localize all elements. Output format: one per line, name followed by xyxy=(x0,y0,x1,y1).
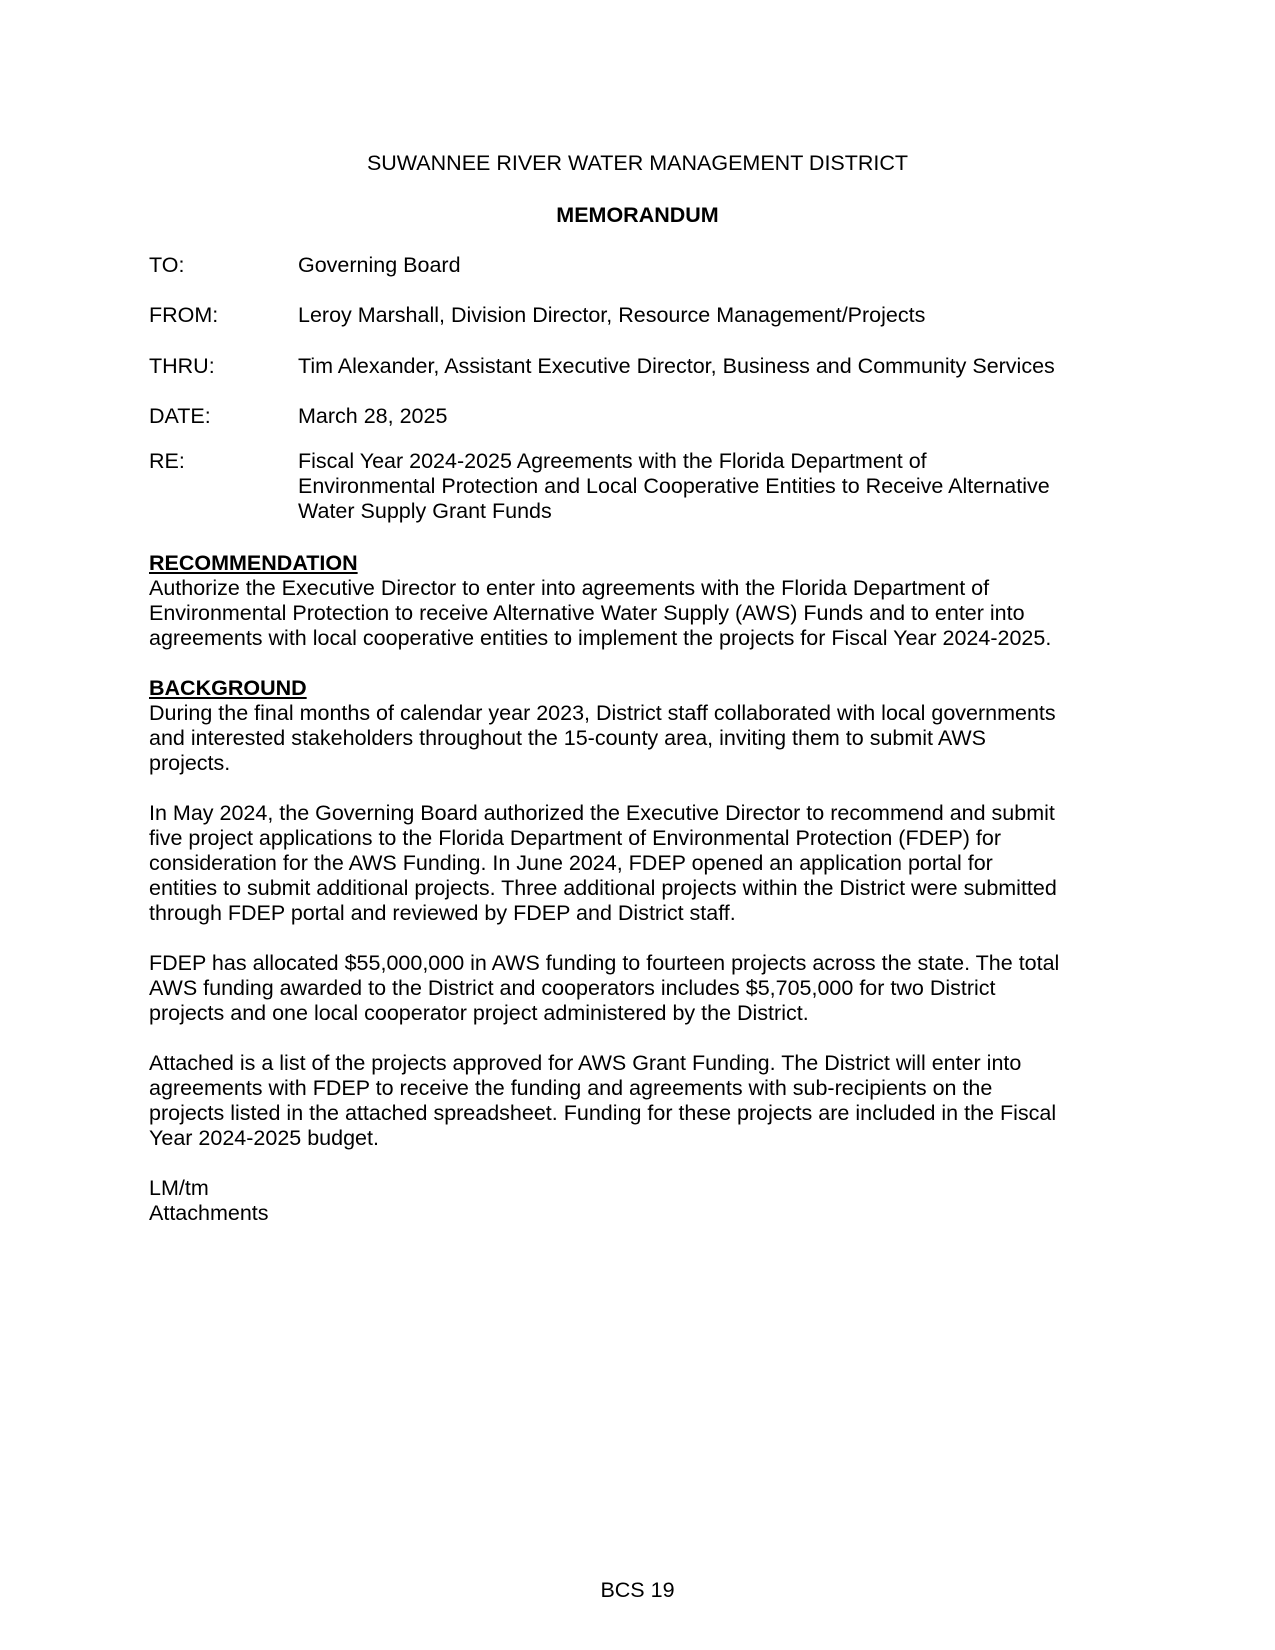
from-value: Leroy Marshall, Division Director, Resource Management/Projects xyxy=(298,303,926,327)
paragraph-line: and interested stakeholders throughout the 15-county area, inviting them to submit AWS xyxy=(149,726,986,750)
attachments-note: Attachments xyxy=(149,1201,269,1225)
background-paragraph-4 xyxy=(149,1051,1139,1151)
page-number: BCS 19 xyxy=(600,1578,675,1602)
paragraph-line: During the final months of calendar year 2023, District staff collaborated with local governments xyxy=(149,701,1056,725)
background-paragraph-3 xyxy=(149,951,1139,1026)
paragraph-line: consideration for the AWS Funding. In June 2024, FDEP opened an application portal for xyxy=(149,851,993,875)
re-line: Environmental Protection and Local Cooperative Entities to Receive Alternative xyxy=(298,474,1050,498)
from-label: FROM: xyxy=(149,303,219,327)
paragraph-line: agreements with FDEP to receive the funding and agreements with sub-recipients on the xyxy=(149,1076,993,1100)
recommendation-line: Authorize the Executive Director to enter into agreements with the Florida Department of xyxy=(149,576,990,600)
recommendation-section xyxy=(149,551,1139,651)
thru-label: THRU: xyxy=(149,354,215,378)
to-label: TO: xyxy=(149,253,185,277)
re-label: RE: xyxy=(149,449,185,473)
thru-value: Tim Alexander, Assistant Executive Director, Business and Community Services xyxy=(298,354,1055,378)
paragraph-line: Attached is a list of the projects approved for AWS Grant Funding. The District will enter into xyxy=(149,1051,1022,1075)
date-value: March 28, 2025 xyxy=(298,404,448,428)
organization-name: SUWANNEE RIVER WATER MANAGEMENT DISTRICT xyxy=(366,151,909,175)
background-paragraph-2 xyxy=(149,801,1139,926)
paragraph-line: AWS funding awarded to the District and cooperators includes $5,705,000 for two District xyxy=(149,976,996,1000)
recommendation-line: agreements with local cooperative entities to implement the projects for Fiscal Year 2024-2025. xyxy=(149,626,1052,650)
re-line: Fiscal Year 2024-2025 Agreements with the Florida Department of xyxy=(298,449,927,473)
recommendation-line: Environmental Protection to receive Alternative Water Supply (AWS) Funds and to enter into xyxy=(149,601,1025,625)
date-label: DATE: xyxy=(149,404,211,428)
recommendation-heading: RECOMMENDATION xyxy=(149,551,358,575)
paragraph-line: five project applications to the Florida Department of Environmental Protection (FDEP) for xyxy=(149,826,1002,850)
background-heading: BACKGROUND xyxy=(149,676,307,700)
paragraph-line: through FDEP portal and reviewed by FDEP and District staff. xyxy=(149,901,736,925)
paragraph-line: entities to submit additional projects. Three additional projects within the District were submitted xyxy=(149,876,1057,900)
paragraph-line: projects and one local cooperator project administered by the District. xyxy=(149,1001,809,1025)
paragraph-line: In May 2024, the Governing Board authorized the Executive Director to recommend and submit xyxy=(149,801,1055,825)
closing-block xyxy=(149,1176,1139,1226)
re-line: Water Supply Grant Funds xyxy=(298,499,552,523)
paragraph-line: projects. xyxy=(149,751,231,775)
paragraph-line: projects listed in the attached spreadsheet. Funding for these projects are included in the Fiscal xyxy=(149,1101,1057,1125)
memo-title: MEMORANDUM xyxy=(556,203,719,227)
paragraph-line: Year 2024-2025 budget. xyxy=(149,1126,379,1150)
background-section xyxy=(149,676,1139,776)
background-paragraph-1 xyxy=(149,701,1139,776)
re-value xyxy=(298,449,1118,524)
paragraph-line: FDEP has allocated $55,000,000 in AWS funding to fourteen projects across the state. The total xyxy=(149,951,1060,975)
to-value: Governing Board xyxy=(298,253,461,277)
author-initials: LM/tm xyxy=(149,1176,209,1200)
